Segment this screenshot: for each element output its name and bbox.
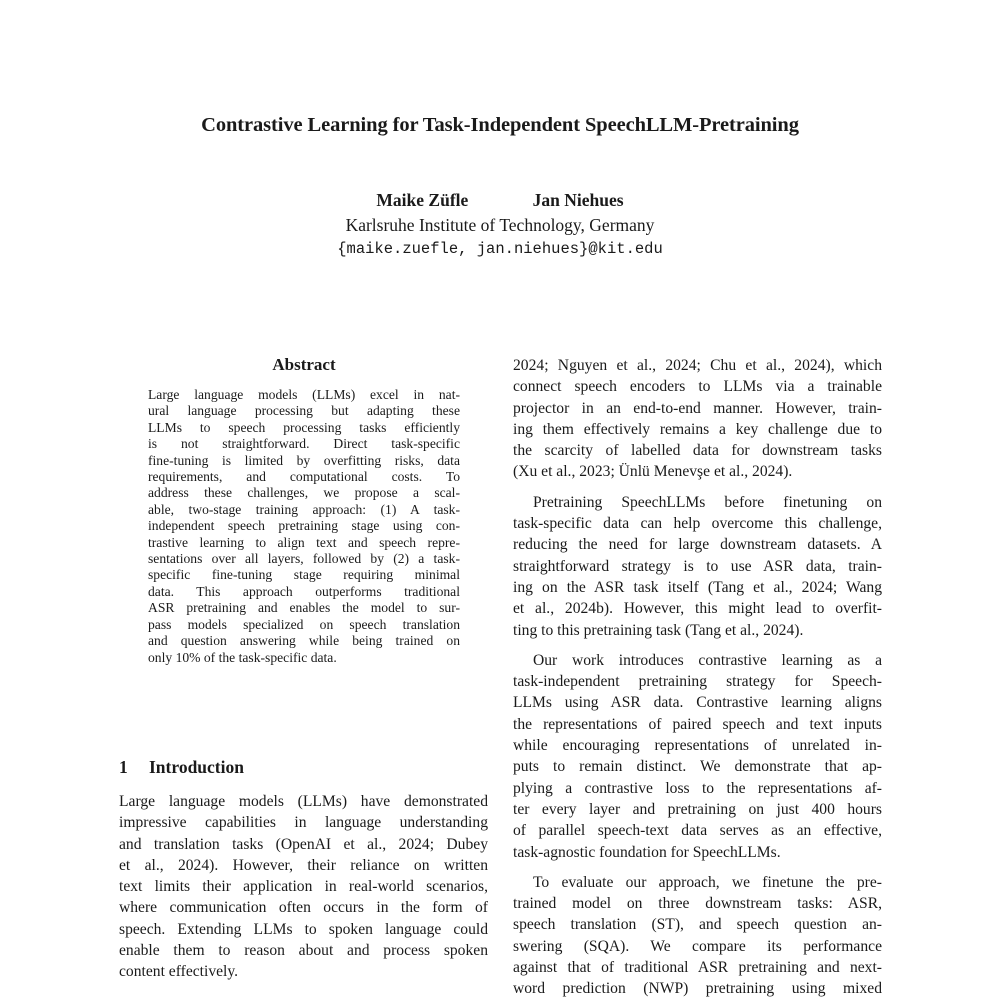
- text-line: swering (SQA). We compare its performance: [513, 937, 882, 955]
- text-line: (Xu et al., 2023; Ünlü Menevşe et al., 2024).: [513, 463, 793, 481]
- author-name: Maike Züfle: [376, 190, 469, 210]
- text-line: address these challenges, we propose a scal-: [148, 485, 460, 501]
- text-line: impressive capabilities in language understanding: [119, 814, 488, 832]
- text-line: is not straightforward. Direct task-specific: [148, 436, 460, 452]
- section-number: 1: [119, 757, 128, 777]
- text-line: ter every layer and pretraining on just 400 hours: [513, 800, 882, 818]
- text-line: ting to this pretraining task (Tang et al., 2024).: [513, 621, 804, 639]
- text-line: enable them to reason about and process spoken: [119, 942, 488, 960]
- text-line: of parallel speech-text data serves as an effective,: [513, 822, 882, 840]
- paper-title: Contrastive Learning for Task-Independent SpeechLLM-Pretraining: [201, 114, 799, 136]
- text-line: fine-tuning is limited by overfitting risks, data: [148, 452, 460, 468]
- text-line: Large language models (LLMs) have demonstrated: [119, 793, 488, 810]
- introduction-body: [119, 791, 488, 983]
- text-line: against that of traditional ASR pretraining and next-: [513, 959, 882, 977]
- text-line: data. This approach outperforms traditional: [148, 583, 460, 599]
- text-line: word prediction (NWP) pretraining using mixed: [513, 980, 882, 998]
- text-line: requirements, and computational costs. To: [148, 469, 460, 485]
- text-line: 2024; Nguyen et al., 2024; Chu et al., 2024), which: [513, 357, 882, 374]
- right-column-body: [513, 355, 882, 1000]
- text-line: able, two-stage training approach: (1) A task-: [148, 501, 460, 517]
- text-line: the representations of paired speech and text inputs: [513, 715, 882, 733]
- text-line: speech. Extending LLMs to spoken language could: [119, 920, 488, 938]
- abstract-heading: Abstract: [272, 355, 336, 374]
- section-heading-introduction: [119, 757, 244, 778]
- text-line: specific fine-tuning stage requiring minimal: [148, 567, 460, 583]
- text-line: sentations over all layers, followed by (2) a task-: [148, 551, 460, 567]
- author-list: [0, 190, 1000, 211]
- text-line: straightforward strategy is to use ASR data, train-: [513, 557, 882, 575]
- text-line: only 10% of the task-specific data.: [148, 649, 337, 665]
- text-line: To evaluate our approach, we finetune the pre-: [533, 873, 882, 891]
- text-line: trastive learning to align text and speech repre-: [148, 534, 460, 550]
- abstract-body: [148, 387, 460, 666]
- paragraph-gap: [513, 641, 882, 650]
- text-line: where communication often occurs in the form of: [119, 899, 488, 917]
- text-line: connect speech encoders to LLMs via a trainable: [513, 378, 882, 396]
- text-line: while encouraging representations of unrelated in-: [513, 737, 882, 755]
- section-title: Introduction: [149, 757, 244, 777]
- text-line: task-agnostic foundation for SpeechLLMs.: [513, 843, 781, 861]
- text-line: projector in an end-to-end manner. However, train-: [513, 399, 882, 417]
- text-line: pass models specialized on speech translation: [148, 616, 460, 632]
- text-line: ing them effectively remains a key challenge due to: [513, 420, 882, 438]
- text-line: LLMs to speech processing tasks efficiently: [148, 419, 460, 435]
- text-line: reducing the need for large downstream datasets. A: [513, 536, 882, 554]
- paragraph-gap: [513, 863, 882, 872]
- text-line: content effectively.: [119, 963, 239, 981]
- text-line: independent speech pretraining stage using con-: [148, 518, 460, 534]
- text-line: the scarcity of labelled data for downstream tasks: [513, 442, 882, 460]
- text-line: ASR pretraining and enables the model to sur-: [148, 600, 460, 616]
- text-line: and translation tasks (OpenAI et al., 2024; Dubey: [119, 835, 488, 853]
- affiliation: Karlsruhe Institute of Technology, Germany: [345, 215, 655, 235]
- text-line: trained model on three downstream tasks: ASR,: [513, 895, 882, 913]
- text-line: and question answering while being trained on: [148, 633, 460, 649]
- paragraph-gap: [513, 483, 882, 492]
- email-address: {maike.zuefle, jan.niehues}@kit.edu: [337, 240, 663, 258]
- text-line: et al., 2024b). However, this might lead to overfit-: [513, 600, 882, 618]
- text-line: Pretraining SpeechLLMs before finetuning on: [533, 493, 882, 511]
- text-line: text limits their application in real-world scenarios,: [119, 878, 488, 896]
- text-line: speech translation (ST), and speech question an-: [513, 916, 882, 934]
- text-line: task-independent pretraining strategy for Speech-: [513, 673, 882, 691]
- text-line: et al., 2024). However, their reliance on written: [119, 856, 488, 874]
- text-line: Large language models (LLMs) excel in nat-: [148, 387, 460, 402]
- text-line: Our work introduces contrastive learning as a: [533, 651, 882, 669]
- text-line: LLMs using ASR data. Contrastive learning aligns: [513, 694, 882, 712]
- text-line: ural language processing but adapting these: [148, 403, 460, 419]
- text-line: puts to remain distinct. We demonstrate that ap-: [513, 758, 882, 776]
- text-line: task-specific data can help overcome this challenge,: [513, 515, 882, 533]
- text-line: plying a contrastive loss to the representations af-: [513, 779, 882, 797]
- text-line: ing on the ASR task itself (Tang et al., 2024; Wang: [513, 578, 882, 596]
- author-name: Jan Niehues: [532, 190, 624, 210]
